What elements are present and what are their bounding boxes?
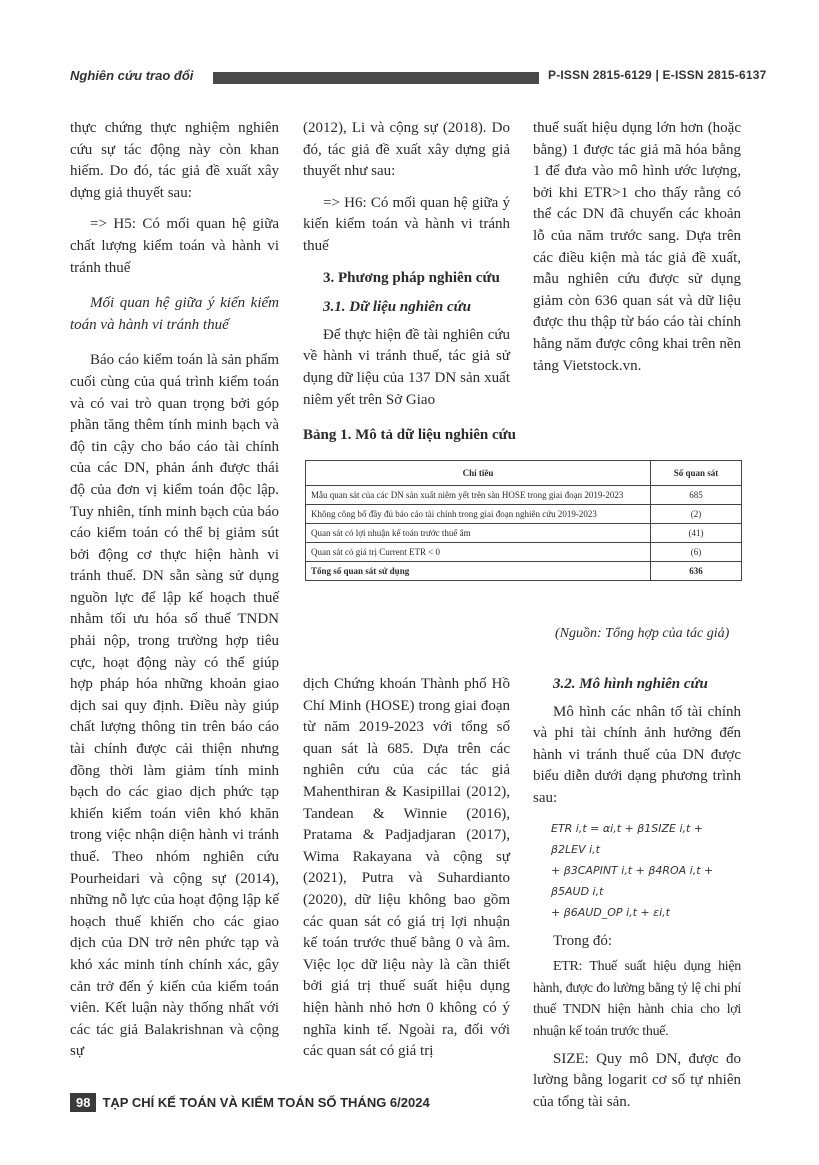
subsection-heading: 3.2. Mô hình nghiên cứu bbox=[553, 676, 708, 692]
equation-line: + β3CAPINT i,t + β4ROA i,t + β5AUD i,t bbox=[551, 863, 714, 898]
table-cell-value: 636 bbox=[651, 562, 742, 581]
journal-title: TẠP CHÍ KẾ TOÁN VÀ KIỂM TOÁN SỐ THÁNG 6/2024 bbox=[102, 1095, 430, 1110]
subsection-heading: 3.1. Dữ liệu nghiên cứu bbox=[323, 299, 471, 316]
table-title: Bảng 1. Mô tả dữ liệu nghiên cứu bbox=[302, 427, 517, 443]
table-header-cell: Số quan sát bbox=[651, 461, 742, 486]
table-row bbox=[306, 486, 742, 505]
table-cell-value: 685 bbox=[651, 486, 742, 505]
table-cell-value: (41) bbox=[651, 524, 742, 543]
table-cell-label: Mẫu quan sát của các DN sản xuất niêm yết trên sàn HOSE trong giai đoạn 2019-2023 bbox=[306, 486, 651, 505]
table-cell-label: Quan sát có lợi nhuận kế toán trước thuế âm bbox=[306, 524, 651, 543]
hypothesis-h5: => H5: Có mối quan hệ giữa chất lượng kiểm toán và hành vi tránh thuế bbox=[70, 216, 279, 276]
column-3-bottom bbox=[533, 674, 741, 1113]
section-heading: 3. Phương pháp nghiên cứu bbox=[323, 269, 500, 286]
table-cell-value: (2) bbox=[651, 505, 742, 524]
header-bar bbox=[213, 72, 539, 84]
paragraph: thực chứng thực nghiệm nghiên cứu sự tác động này còn khan hiếm. Do đó, tác giả đề xuất xây dựng giả thuyết sau: bbox=[70, 120, 279, 201]
table-cell-label: Không công bố đầy đủ báo cáo tài chính trong giai đoạn nghiên cứu 2019-2023 bbox=[306, 505, 651, 524]
table-cell-label: Tổng số quan sát sử dụng bbox=[306, 562, 651, 581]
column-2-top bbox=[303, 118, 510, 411]
paragraph: (2012), Li và cộng sự (2018). Do đó, tác giả đề xuất xây dựng giả thuyết như sau: bbox=[303, 120, 510, 180]
equation-line: + β6AUD_OP i,t + εi,t bbox=[551, 905, 670, 919]
column-2-bottom bbox=[303, 674, 510, 1063]
section-title: Nghiên cứu trao đổi bbox=[70, 68, 194, 83]
issn-label: P-ISSN 2815-6129 | E-ISSN 2815-6137 bbox=[548, 68, 767, 82]
paragraph: dịch Chứng khoán Thành phố Hồ Chí Minh (HOSE) trong giai đoạn từ năm 2019-2023 với tổng số quan sát là 685. Dựa trên các nghiên cứu của các tác giả Mahenthiran & Kasipillai (2012), Tandean & Winnie (2016), Pratama & Padjadjaran (2017), Wima Rakayana và cộng sự (2021), Putra và Suhardianto (2020), dữ liệu không bao gồm các quan sát có giá trị lợi nhuận kế toán trước thuế bằng 0 và âm. Việc lọc dữ liệu này là cần thiết bởi giá trị thuế suất hiệu dụng hiện hành nhỏ hơn 0 không có ý nghĩa kinh tế. Ngoài ra, đối với các quan sát có giá trị bbox=[303, 676, 510, 1060]
data-table bbox=[305, 460, 742, 581]
table-cell-label: Quan sát có giá trị Current ETR < 0 bbox=[306, 543, 651, 562]
paragraph: Mô hình các nhân tố tài chính và phi tài chính ảnh hưởng đến hành vi tránh thuế của DN được biểu diễn dưới dạng phương trình sau: bbox=[533, 703, 741, 806]
table-row-total bbox=[306, 562, 742, 581]
table-header-cell: Chỉ tiêu bbox=[306, 461, 651, 486]
page-footer bbox=[70, 1093, 430, 1117]
table-row bbox=[306, 524, 742, 543]
paragraph: Báo cáo kiểm toán là sản phẩm cuối cùng của quá trình kiểm toán và có vai trò quan trọng bởi góp phần tăng thêm tính minh bạch và độ tin cậy cho báo cáo tài chính của các DN, phản ánh được thái độ của đơn vị kiểm toán độc lập. Tuy nhiên, tính minh bạch của báo cáo kiểm toán có thể bị giảm sút bởi động cơ thực hiện hành vi tránh thuế. DN sẵn sàng sử dụng nguồn lực để lập kế hoạch thuế nhằm tối ưu hóa số thuế TNDN phải nộp, trong trường hợp tiêu cực, hoạt động này có thể giúp hợp pháp hóa những khoản giao dịch sai quy định. Điều này giúp chất lượng thông tin trên báo cáo tài chính được cải thiện nhưng đồng thời làm giảm tính minh bạch do các giao dịch phức tạp khiến kiểm toán viên khó khăn trong việc nhận diện hành vi tránh thuế. Theo nhóm nghiên cứu Pourheidari và cộng sự (2014), những nỗ lực của hoạt động lập kế hoạch thuế khiến cho các giao dịch của DN trở nên phức tạp và khó xác minh tính chính xác, gây cản trở đến ý kiến của kiểm toán viên. Kết luận này thống nhất với các tác giả Balakrishnan và cộng sự bbox=[70, 352, 279, 1060]
subheading: Mối quan hệ giữa ý kiến kiểm toán và hành vi tránh thuế bbox=[70, 295, 279, 333]
table-row bbox=[306, 505, 742, 524]
table-cell-value: (6) bbox=[651, 543, 742, 562]
definition-etr: ETR: Thuế suất hiệu dụng hiện hành, được đo lường bằng tỷ lệ chi phí thuế TNDN hiện hành chia cho lợi nhuận kế toán trước thuế. bbox=[533, 959, 741, 1039]
column-3-top bbox=[533, 118, 741, 377]
paragraph: Để thực hiện đề tài nghiên cứu về hành vi tránh thuế, tác giả sử dụng dữ liệu của 137 DN sản xuất niêm yết trên Sở Giao bbox=[303, 326, 510, 408]
table-header-row bbox=[306, 461, 742, 486]
hypothesis-h6: => H6: Có mối quan hệ giữa ý kiến kiểm toán và hành vi tránh thuế bbox=[303, 194, 510, 254]
paragraph: thuế suất hiệu dụng lớn hơn (hoặc bằng) 1 được tác giả mã hóa bằng 1 để đưa vào mô hình ước lượng, bởi khi ETR>1 cho thấy rằng có thể các DN đã chuyển các khoản lỗ của năm trước sang. Dựa trên các điều kiện mà tác giả đề xuất, mẫu nghiên cứu được sử dụng giảm còn 636 quan sát và dữ liệu được thu thập từ báo cáo tài chính hằng năm được công khai trên nền tảng Vietstock.vn. bbox=[533, 120, 741, 374]
regression-equation bbox=[533, 818, 741, 923]
column-1 bbox=[70, 118, 279, 1063]
table-row bbox=[306, 543, 742, 562]
page-number: 98 bbox=[70, 1093, 96, 1112]
definition-size: SIZE: Quy mô DN, được đo lường bằng logarit cơ số tự nhiên của tổng tài sản. bbox=[533, 1050, 741, 1110]
table-source: (Nguồn: Tổng hợp của tác giả) bbox=[555, 626, 730, 641]
paragraph: Trong đó: bbox=[553, 932, 613, 949]
equation-line: ETR i,t = αi,t + β1SIZE i,t + β2LEV i,t bbox=[551, 821, 704, 856]
